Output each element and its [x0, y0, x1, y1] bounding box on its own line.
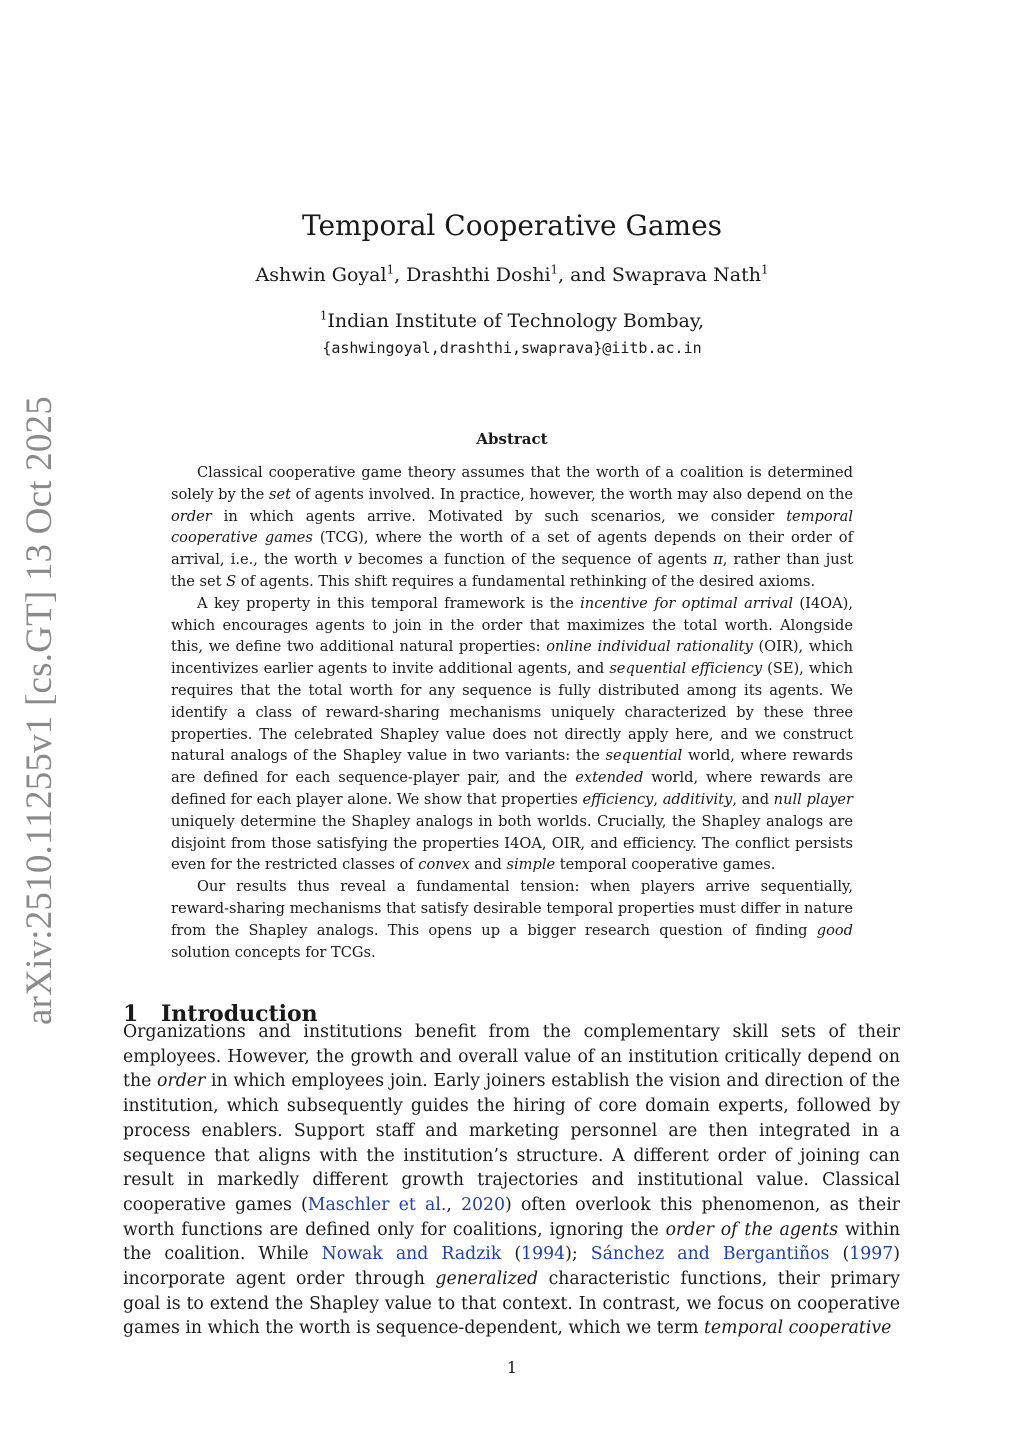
- author-emails[interactable]: {ashwingoyal,drashthi,swaprava}@iitb.ac.in: [322, 339, 702, 357]
- emphasis: sequential efficiency: [609, 660, 763, 678]
- author-affil-mark: 1: [761, 262, 769, 277]
- text-run: Our results thus reveal a fundamental tension: when players arrive sequentially, reward-sharing mechanisms that satisfy desirable temporal properties must differ in nature from the Shapley analogs. This opens up a bigger research question of finding: [171, 878, 853, 939]
- emphasis: efficiency: [582, 790, 654, 808]
- text-run: (TCG), where the worth of a set of agents depends on their order of arrival, i.e., the worth: [171, 529, 853, 569]
- text-run: characteristic functions, their primary goal is to extend the Shapley value to that context. In contrast, we focus on cooperative games in which the worth is sequence-dependent, which we term: [123, 1269, 900, 1339]
- abstract-heading: Abstract: [476, 430, 548, 448]
- text-run: of agents involved. In practice, however, the worth may also depend on the: [290, 485, 853, 503]
- author-separator: ,: [394, 264, 407, 286]
- abstract-paragraph-2: [171, 593, 853, 876]
- text-run: (: [501, 1244, 522, 1265]
- text-run: world, where rewards are defined for each sequence-player pair, and the: [171, 747, 853, 787]
- affil-text: Indian Institute of Technology Bombay,: [327, 310, 705, 332]
- math-symbol: π: [713, 551, 723, 569]
- emphasis: convex: [418, 856, 470, 874]
- citation-year-link[interactable]: 2020: [461, 1194, 506, 1215]
- text-run: Classical cooperative game theory assumes that the worth of a coalition is determined solely by the: [171, 464, 853, 503]
- text-run: ,: [653, 790, 663, 808]
- emphasis: online individual rationality: [546, 638, 753, 656]
- author-name: Drashthi Doshi: [406, 264, 551, 286]
- paper-title: Temporal Cooperative Games: [301, 208, 723, 242]
- text-run: temporal cooperative games.: [555, 856, 776, 874]
- math-symbol: v: [343, 551, 352, 569]
- text-run: world, where rewards are defined for each player alone. We show that properties: [171, 769, 853, 808]
- emphasis: additivity: [662, 790, 733, 808]
- text-run: );: [565, 1244, 591, 1265]
- text-run: ) often overlook this phenomenon, as their worth functions are defined only for coalitions, ignoring the: [123, 1194, 900, 1240]
- section-number: 1: [123, 1001, 139, 1028]
- affil-mark: 1: [319, 308, 328, 323]
- author-affil-mark: 1: [386, 262, 395, 277]
- emphasis: simple: [506, 856, 556, 874]
- emphasis: extended: [575, 769, 644, 787]
- abstract-paragraph-1: [171, 462, 853, 593]
- author-affil-mark: 1: [550, 262, 559, 277]
- text-run: (SE), which requires that the total worth for any sequence is fully distributed among its agents. We identify a class of reward-sharing mechanisms uniquely characterized by these three properties. The celebrated Shapley value does not directly apply here, and we construct natural analogs of the Shapley value in two variants: the: [171, 660, 853, 765]
- citation-year-link[interactable]: 1997: [849, 1244, 894, 1265]
- text-run: Organizations and institutions benefit from the complementary skill sets of their employees. However, the growth and overall value of an institution critically depend on the: [123, 1022, 900, 1092]
- text-run: ,: [446, 1194, 462, 1215]
- text-run: of agents. This shift requires a fundamental rethinking of the desired axioms.: [236, 572, 816, 590]
- text-run: (OIR), which incentivizes earlier agents to invite additional agents, and: [171, 638, 853, 678]
- text-run: (I4OA), which encourages agents to join in the order that maximizes the total worth. Alongside this, we define two additional natural properties:: [171, 594, 854, 656]
- section-title: Introduction: [161, 1001, 318, 1028]
- text-run: , and: [732, 790, 774, 808]
- emphasis: null player: [773, 790, 854, 808]
- text-run: within the coalition. While: [123, 1219, 900, 1265]
- text-run: (: [829, 1244, 850, 1265]
- citation-link[interactable]: Nowak and Radzik: [321, 1244, 502, 1265]
- abstract-body: [171, 462, 853, 963]
- author-name: Swaprava Nath: [611, 264, 761, 286]
- emphasis: good: [816, 921, 853, 939]
- page-number: 1: [506, 1358, 518, 1377]
- text-run: ) incorporate agent order through: [123, 1244, 900, 1290]
- emphasis: incentive for optimal arrival: [580, 594, 794, 612]
- emphasis: set: [268, 485, 291, 503]
- text-run: , rather than just the set: [171, 551, 853, 590]
- emphasis: order: [157, 1071, 206, 1092]
- emphasis: order: [171, 507, 212, 525]
- text-run: becomes a function of the sequence of agents: [351, 551, 714, 569]
- citation-link[interactable]: Sánchez and Bergantiños: [590, 1244, 830, 1265]
- author-name: Ashwin Goyal: [255, 264, 387, 286]
- emphasis: order of the agents: [665, 1219, 839, 1240]
- emphasis: temporal cooperative games: [171, 507, 853, 547]
- affiliation: [0, 310, 1024, 332]
- text-run: A key property in this temporal framework is the: [197, 594, 581, 612]
- emphasis: temporal cooperative: [703, 1318, 892, 1339]
- arxiv-watermark: arXiv:2510.11255v1 [cs.GT] 13 Oct 2025: [19, 396, 60, 1025]
- intro-paragraph: [123, 1020, 900, 1341]
- math-symbol: S: [226, 572, 237, 590]
- citation-year-link[interactable]: 1994: [521, 1244, 566, 1265]
- emphasis: sequential: [605, 747, 683, 765]
- emphasis: generalized: [435, 1269, 539, 1290]
- text-run: in which employees join. Early joiners establish the vision and direction of the institution, which subsequently guides the hiring of core domain experts, followed by process enablers. Support staff and marketing personnel are then integrated in a sequence that aligns with the institution’s structure. A different order of joining can result in markedly different growth trajectories and institutional value. Classical cooperative games (: [123, 1071, 900, 1215]
- text-run: in which agents arrive. Motivated by such scenarios, we consider: [211, 507, 787, 525]
- author-list: [0, 264, 1024, 286]
- text-run: uniquely determine the Shapley analogs in both worlds. Crucially, the Shapley analogs are disjoint from those satisfying the properties I4OA, OIR, and efficiency. The conflict persists even for the restricted classes of: [171, 812, 853, 874]
- author-separator: , and: [558, 264, 612, 286]
- text-run: solution concepts for TCGs.: [171, 943, 376, 961]
- text-run: and: [469, 856, 507, 874]
- abstract-paragraph-3: [171, 876, 853, 963]
- citation-link[interactable]: Maschler et al.: [307, 1194, 447, 1215]
